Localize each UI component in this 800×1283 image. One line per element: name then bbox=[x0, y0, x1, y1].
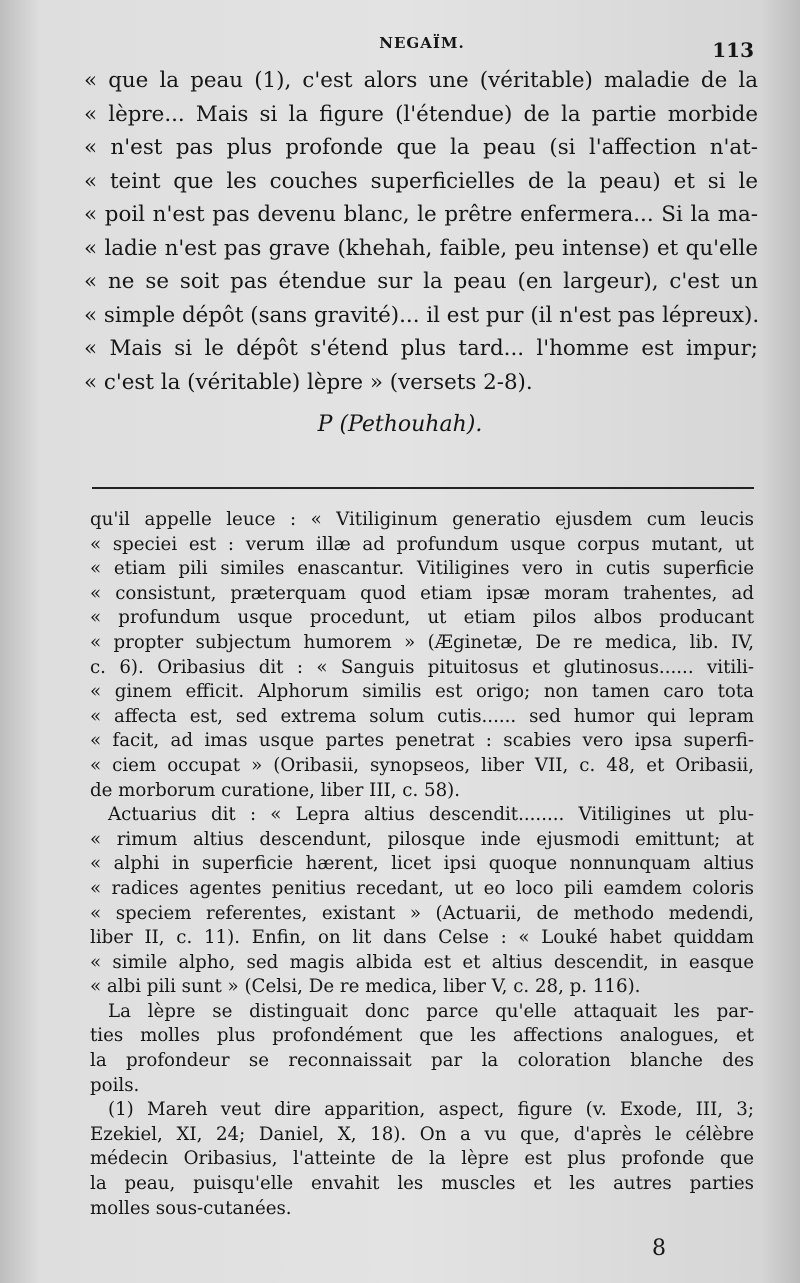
section-heading: P (Pethouhah). bbox=[317, 412, 483, 437]
footnotes bbox=[90, 508, 754, 1221]
main-line: « ladie n'est pas grave (khehah, faible, peu intense) et qu'elle bbox=[84, 235, 758, 261]
main-line: « lèpre... Mais si la figure (l'étendue) de la partie morbide bbox=[84, 101, 758, 127]
main-line: « poil n'est pas devenu blanc, le prêtre enfermera... Si la ma- bbox=[84, 202, 758, 227]
page-header bbox=[90, 34, 754, 62]
note-line: « consistunt, præterquam quod etiam ipsæ moram trahentes, ad bbox=[90, 582, 754, 604]
note-line: Actuarius dit : « Lepra altius descendit........ Vitiligines ut plu- bbox=[108, 804, 754, 826]
page-number: 113 bbox=[712, 38, 754, 62]
note-line: médecin Oribasius, l'atteinte de la lèpre est plus profonde que bbox=[90, 1148, 754, 1170]
main-line: « Mais si le dépôt s'étend plus tard... l'homme est impur; bbox=[84, 336, 758, 361]
note-line: poils. bbox=[90, 1074, 140, 1096]
note-line: « radices agentes penitius recedant, ut eo loco pili eamdem coloris bbox=[90, 877, 754, 899]
note-line: la profondeur se reconnaissait par la coloration blanche des bbox=[90, 1050, 754, 1072]
note-line: « speciem referentes, existant » (Actuarii, de methodo medendi, bbox=[90, 902, 754, 924]
note-line: Ezekiel, XI, 24; Daniel, X, 18). On a vu que, d'après le célèbre bbox=[90, 1123, 754, 1145]
main-line: « que la peau (1), c'est alors une (véritable) maladie de la bbox=[84, 68, 758, 93]
note-line: de morborum curatione, liber III, c. 58). bbox=[90, 779, 461, 801]
note-line: « ciem occupat » (Oribasii, synopseos, liber VII, c. 48, et Oribasii, bbox=[90, 754, 754, 776]
main-line: « n'est pas plus profonde que la peau (si l'affection n'at- bbox=[84, 135, 758, 160]
main-line: « ne se soit pas étendue sur la peau (en largeur), c'est un bbox=[84, 269, 758, 294]
note-line: ties molles plus profondément que les affections analogues, et bbox=[90, 1025, 754, 1047]
note-line: La lèpre se distinguait donc parce qu'elle attaquait les par- bbox=[108, 1000, 754, 1022]
note-line: « profundum usque procedunt, ut etiam pilos albos producant bbox=[90, 607, 754, 629]
note-line: la peau, puisqu'elle envahit les muscles et les autres parties bbox=[90, 1173, 754, 1195]
footnote-divider bbox=[92, 487, 754, 489]
note-line: « facit, ad imas usque partes penetrat : scabies vero ipsa superfi- bbox=[90, 730, 754, 752]
signature-mark: 8 bbox=[652, 1236, 666, 1261]
note-line: « affecta est, sed extrema solum cutis...... sed humor qui lepram bbox=[90, 705, 754, 727]
note-line: (1) Mareh veut dire apparition, aspect, figure (v. Exode, III, 3; bbox=[108, 1099, 754, 1121]
running-title: NEGAÏM. bbox=[379, 34, 465, 52]
note-line: « alphi in superficie hærent, licet ipsi quoque nonnunquam altius bbox=[90, 853, 754, 875]
note-line: « rimum altius descendunt, pilosque inde ejusmodi emittunt; at bbox=[90, 828, 754, 850]
note-line: liber II, c. 11). Enfin, on lit dans Celse : « Louké habet quiddam bbox=[90, 927, 754, 949]
note-line: molles sous-cutanées. bbox=[90, 1197, 292, 1219]
note-line: c. 6). Oribasius dit : « Sanguis pituitosus et glutinosus...... vitili- bbox=[90, 656, 754, 678]
note-line: « ginem efficit. Alphorum similis est origo; non tamen caro tota bbox=[90, 681, 754, 703]
main-line: « teint que les couches superficielles de la peau) et si le bbox=[84, 168, 758, 194]
note-line: « propter subjectum humorem » (Æginetæ, De re medica, lib. IV, bbox=[90, 631, 754, 653]
note-line: « speciei est : verum illæ ad profundum usque corpus mutant, ut bbox=[90, 533, 754, 555]
main-line: « simple dépôt (sans gravité)... il est pur (il n'est pas lépreux). bbox=[84, 302, 760, 328]
note-line: « etiam pili similes enascantur. Vitiligines vero in cutis superficie bbox=[90, 558, 754, 580]
note-line: « albi pili sunt » (Celsi, De re medica, liber V, c. 28, p. 116). bbox=[90, 976, 641, 998]
note-line: qu'il appelle leuce : « Vitiliginum generatio ejusdem cum leucis bbox=[90, 509, 754, 530]
main-text bbox=[84, 64, 758, 399]
note-line: « simile alpho, sed magis albida est et altius descendit, in easque bbox=[90, 951, 754, 973]
main-line: « c'est la (véritable) lèpre » (versets 2-8). bbox=[84, 369, 533, 395]
